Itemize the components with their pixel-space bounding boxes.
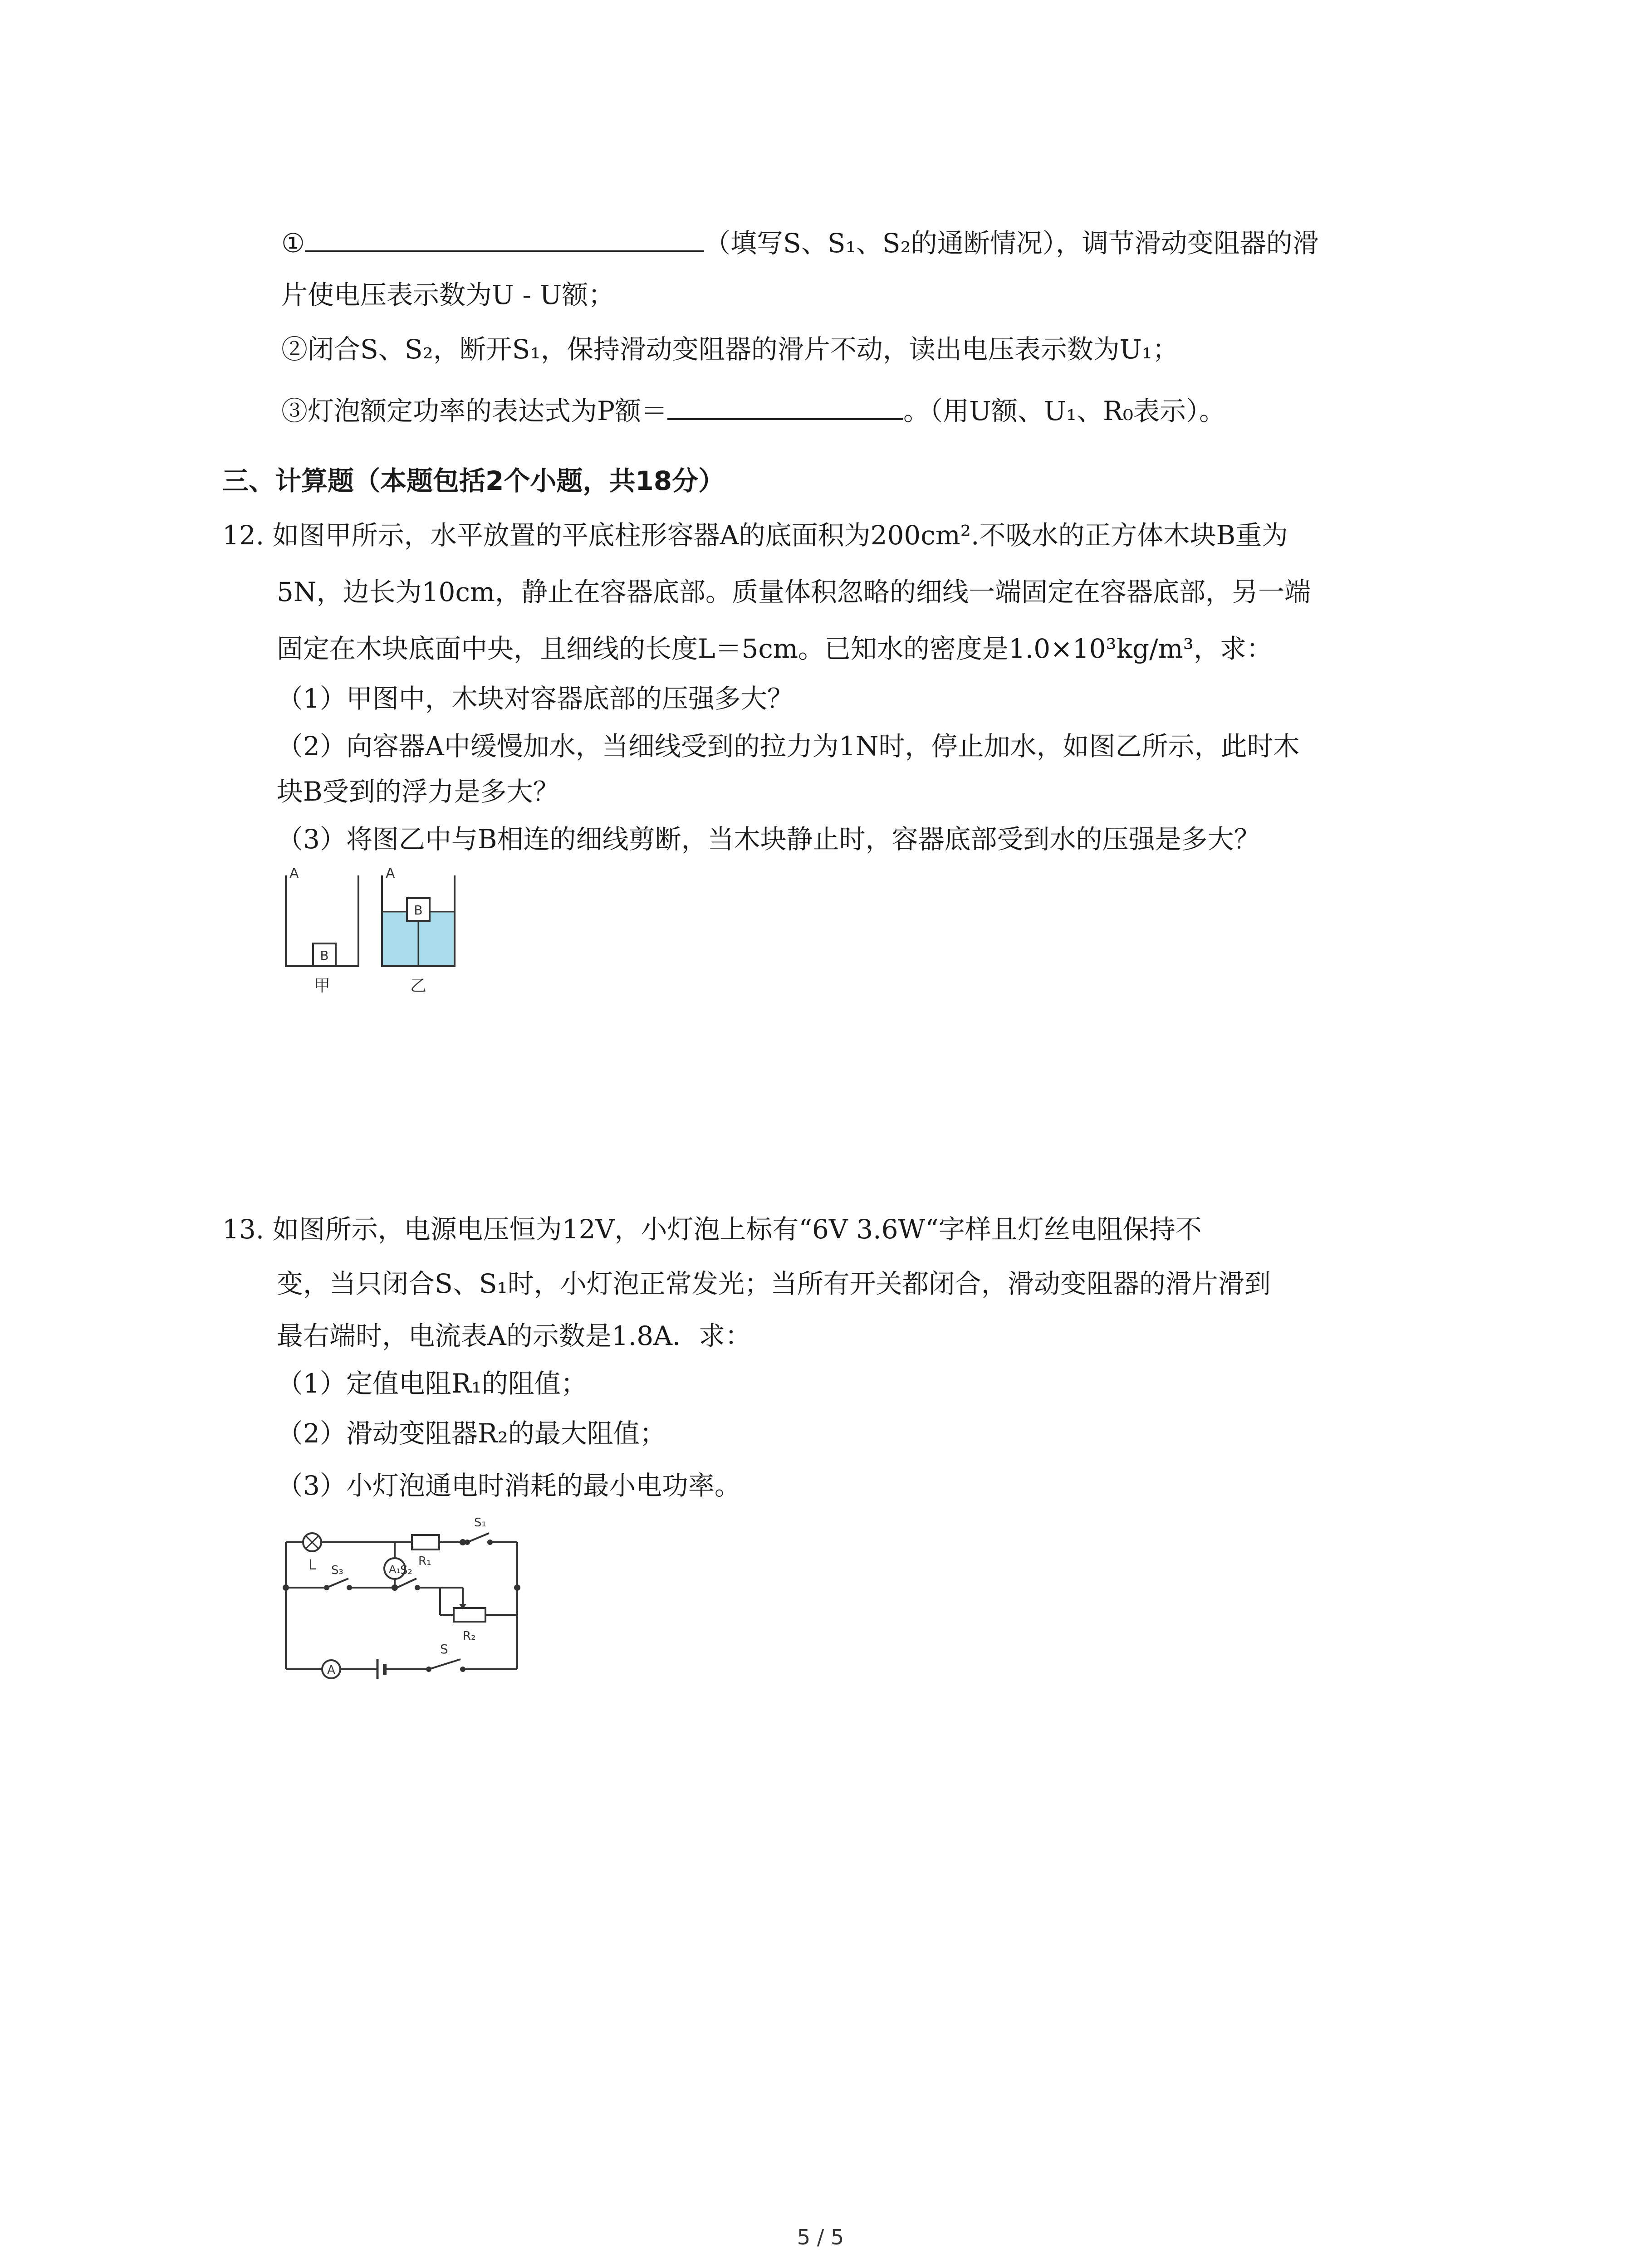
section-heading: 三、计算题（本题包括2个小题，共18分）	[222, 465, 725, 496]
switch-s3	[325, 1579, 351, 1589]
q13-line3: 最右端时，电流表A的示数是1.8A．求：	[277, 1320, 752, 1351]
container-yi	[382, 865, 455, 995]
q13-circuit-diagram	[272, 1515, 544, 1687]
s2-label: S₂	[400, 1564, 412, 1577]
q12-line3: 固定在木块底面中央，且细线的长度L＝5cm。已知水的密度是1.0×10³kg/m³，求：	[277, 633, 1273, 664]
container-jia	[286, 865, 358, 995]
a-label: A	[327, 1663, 335, 1677]
battery-icon	[377, 1659, 385, 1679]
q13-sub1: （1）定值电阻R₁的阻值；	[277, 1368, 587, 1399]
q13-line2: 变，当只闭合S、S₁时，小灯泡正常发光；当所有开关都闭合，滑动变阻器的滑片滑到	[277, 1268, 1271, 1299]
q13-line1: 13. 如图所示，电源电压恒为12V，小灯泡上标有“6V 3.6W“字样且灯丝电阻保持不	[222, 1214, 1202, 1245]
caption-yi: 乙	[410, 977, 427, 995]
step3-suffix: 。（用U额、U₁、R₀表示）。	[903, 396, 1225, 426]
q13-sub3: （3）小灯泡通电时消耗的最小电功率。	[277, 1470, 741, 1501]
a1-label: A₁	[388, 1563, 401, 1576]
block-b-jia-label: B	[320, 948, 329, 963]
container-yi-label-a: A	[386, 865, 395, 881]
s-label: S	[440, 1642, 448, 1657]
q12-sub2b: 块B受到的浮力是多大？	[277, 776, 559, 807]
q12-sub1: （1）甲图中，木块对容器底部的压强多大？	[277, 683, 794, 714]
r1-label: R₁	[418, 1554, 431, 1568]
step1-instruction: （填写S、S₁、S₂的通断情况），调节滑动变阻器的滑	[704, 228, 1319, 259]
caption-jia: 甲	[314, 977, 331, 995]
step1-answer-blank[interactable]	[305, 222, 704, 252]
switch-s1	[465, 1533, 492, 1544]
s1-label: S₁	[474, 1516, 486, 1530]
step3-prefix: ③灯泡额定功率的表达式为P额＝	[281, 396, 668, 426]
switch-s2	[393, 1579, 419, 1589]
page-number: 5 / 5	[797, 2225, 844, 2249]
q13-sub2: （2）滑动变阻器R₂的最大阻值；	[277, 1418, 666, 1449]
q12-sub3: （3）将图乙中与B相连的细线剪断，当木块静止时，容器底部受到水的压强是多大？	[277, 824, 1260, 855]
resistor-r1	[412, 1535, 439, 1549]
step1-prefix: ①	[281, 228, 305, 259]
step1-continuation: 片使电压表示数为U - U额；	[281, 279, 615, 310]
container-jia-label-a: A	[289, 865, 299, 881]
step1-line	[281, 222, 1319, 261]
lamp-label: L	[309, 1557, 316, 1573]
step3-answer-blank[interactable]	[667, 390, 903, 420]
q12-line1: 12. 如图甲所示，水平放置的平底柱形容器A的底面积为200cm².不吸水的正方体木块B重为	[222, 520, 1288, 551]
step2-text: ②闭合S、S₂，断开S₁，保持滑动变阻器的滑片不动，读出电压表示数为U₁；	[281, 334, 1179, 365]
q12-container-figure	[272, 862, 485, 1002]
block-b-yi-label: B	[414, 903, 423, 918]
switch-s	[427, 1659, 465, 1671]
r2-label: R₂	[463, 1629, 476, 1643]
q12-line2: 5N，边长为10cm，静止在容器底部。质量体积忽略的细线一端固定在容器底部，另一端	[277, 577, 1311, 607]
q12-sub2a: （2）向容器A中缓慢加水，当细线受到的拉力为1N时，停止加水，如图乙所示，此时木	[277, 731, 1300, 762]
step3-line	[281, 390, 1225, 429]
lamp-icon	[303, 1533, 321, 1551]
s3-label: S₃	[331, 1564, 343, 1577]
